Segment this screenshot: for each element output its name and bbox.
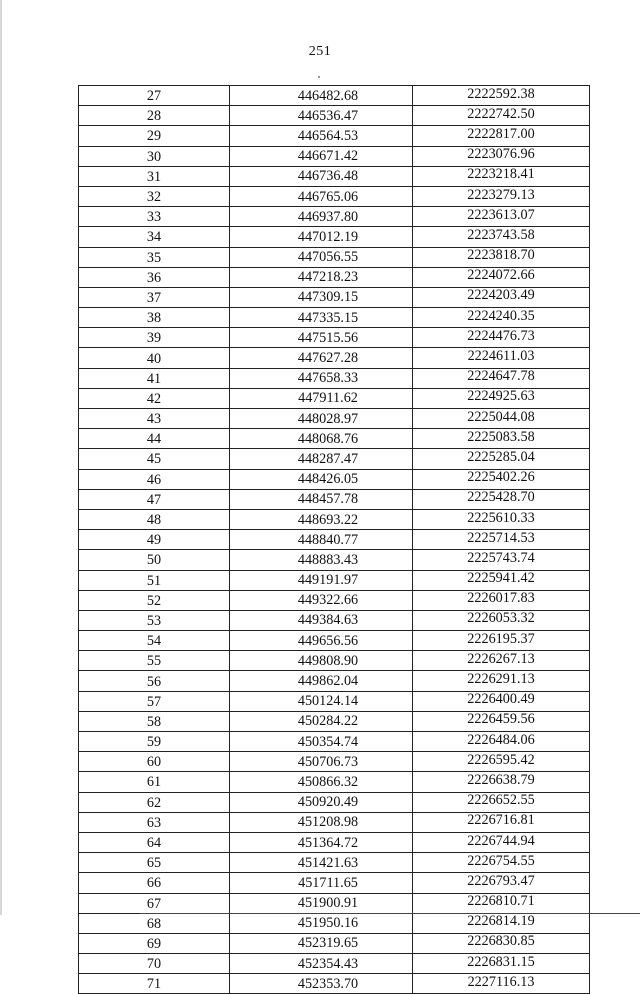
coordinate-table	[78, 85, 590, 994]
table-row	[79, 590, 590, 610]
y-coordinate-cell: 2224611.03	[413, 348, 590, 368]
y-coordinate-cell: 2226638.79	[413, 772, 590, 792]
x-coordinate-cell: 449862.04	[230, 671, 413, 691]
y-coordinate-cell: 2226744.94	[413, 832, 590, 852]
table-row	[79, 429, 590, 449]
table-row	[79, 550, 590, 570]
point-number-cell: 46	[79, 469, 230, 489]
y-coordinate-cell: 2225083.58	[413, 429, 590, 449]
point-number-cell: 64	[79, 832, 230, 852]
table-row	[79, 207, 590, 227]
point-number-cell: 60	[79, 752, 230, 772]
point-number-cell: 41	[79, 368, 230, 388]
y-coordinate-cell: 2226017.83	[413, 590, 590, 610]
x-coordinate-cell: 447515.56	[230, 328, 413, 348]
point-number-cell: 68	[79, 913, 230, 933]
y-coordinate-cell: 2226053.32	[413, 610, 590, 630]
scan-edge-bottom	[140, 913, 640, 914]
x-coordinate-cell: 451950.16	[230, 913, 413, 933]
y-coordinate-cell: 2226459.56	[413, 711, 590, 731]
point-number-cell: 35	[79, 247, 230, 267]
y-coordinate-cell: 2223218.41	[413, 166, 590, 186]
y-coordinate-cell: 2223279.13	[413, 186, 590, 206]
table-row	[79, 752, 590, 772]
point-number-cell: 61	[79, 772, 230, 792]
x-coordinate-cell: 447309.15	[230, 287, 413, 307]
y-coordinate-cell: 2226814.19	[413, 913, 590, 933]
y-coordinate-cell: 2222817.00	[413, 126, 590, 146]
y-coordinate-cell: 2226400.49	[413, 691, 590, 711]
point-number-cell: 38	[79, 308, 230, 328]
x-coordinate-cell: 450354.74	[230, 732, 413, 752]
table-row	[79, 126, 590, 146]
table-row	[79, 671, 590, 691]
point-number-cell: 31	[79, 166, 230, 186]
table-row	[79, 691, 590, 711]
x-coordinate-cell: 447056.55	[230, 247, 413, 267]
x-coordinate-cell: 448287.47	[230, 449, 413, 469]
y-coordinate-cell: 2226267.13	[413, 651, 590, 671]
coordinate-table-body	[79, 86, 590, 994]
table-row	[79, 893, 590, 913]
scan-speck	[318, 76, 320, 78]
point-number-cell: 58	[79, 711, 230, 731]
x-coordinate-cell: 446937.80	[230, 207, 413, 227]
point-number-cell: 56	[79, 671, 230, 691]
y-coordinate-cell: 2224240.35	[413, 308, 590, 328]
table-row	[79, 166, 590, 186]
x-coordinate-cell: 452319.65	[230, 933, 413, 953]
table-row	[79, 610, 590, 630]
y-coordinate-cell: 2224925.63	[413, 388, 590, 408]
x-coordinate-cell: 450706.73	[230, 752, 413, 772]
table-row	[79, 792, 590, 812]
point-number-cell: 30	[79, 146, 230, 166]
point-number-cell: 44	[79, 429, 230, 449]
x-coordinate-cell: 446765.06	[230, 186, 413, 206]
x-coordinate-cell: 448693.22	[230, 509, 413, 529]
x-coordinate-cell: 448883.43	[230, 550, 413, 570]
table-row	[79, 489, 590, 509]
x-coordinate-cell: 447218.23	[230, 267, 413, 287]
point-number-cell: 62	[79, 792, 230, 812]
page-number: 251	[308, 44, 332, 59]
point-number-cell: 27	[79, 86, 230, 106]
table-row	[79, 469, 590, 489]
point-number-cell: 63	[79, 812, 230, 832]
table-row	[79, 328, 590, 348]
x-coordinate-cell: 446564.53	[230, 126, 413, 146]
point-number-cell: 53	[79, 610, 230, 630]
x-coordinate-cell: 451711.65	[230, 873, 413, 893]
table-row	[79, 570, 590, 590]
y-coordinate-cell: 2226830.85	[413, 933, 590, 953]
point-number-cell: 57	[79, 691, 230, 711]
point-number-cell: 52	[79, 590, 230, 610]
table-row	[79, 348, 590, 368]
table-row	[79, 106, 590, 126]
y-coordinate-cell: 2226195.37	[413, 631, 590, 651]
y-coordinate-cell: 2226291.13	[413, 671, 590, 691]
y-coordinate-cell: 2226754.55	[413, 853, 590, 873]
y-coordinate-cell: 2223076.96	[413, 146, 590, 166]
y-coordinate-cell: 2225714.53	[413, 530, 590, 550]
point-number-cell: 33	[79, 207, 230, 227]
table-row	[79, 933, 590, 953]
x-coordinate-cell: 447911.62	[230, 388, 413, 408]
point-number-cell: 39	[79, 328, 230, 348]
y-coordinate-cell: 2225610.33	[413, 509, 590, 529]
y-coordinate-cell: 2226595.42	[413, 752, 590, 772]
y-coordinate-cell: 2226484.06	[413, 732, 590, 752]
point-number-cell: 40	[79, 348, 230, 368]
point-number-cell: 42	[79, 388, 230, 408]
x-coordinate-cell: 449384.63	[230, 610, 413, 630]
x-coordinate-cell: 451900.91	[230, 893, 413, 913]
point-number-cell: 65	[79, 853, 230, 873]
y-coordinate-cell: 2223818.70	[413, 247, 590, 267]
x-coordinate-cell: 446736.48	[230, 166, 413, 186]
y-coordinate-cell: 2222592.38	[413, 86, 590, 106]
y-coordinate-cell: 2225044.08	[413, 409, 590, 429]
point-number-cell: 69	[79, 933, 230, 953]
x-coordinate-cell: 452354.43	[230, 954, 413, 974]
x-coordinate-cell: 448840.77	[230, 530, 413, 550]
table-row	[79, 873, 590, 893]
point-number-cell: 54	[79, 631, 230, 651]
table-row	[79, 409, 590, 429]
table-row	[79, 368, 590, 388]
point-number-cell: 37	[79, 287, 230, 307]
x-coordinate-cell: 449322.66	[230, 590, 413, 610]
table-row	[79, 631, 590, 651]
point-number-cell: 66	[79, 873, 230, 893]
x-coordinate-cell: 451421.63	[230, 853, 413, 873]
x-coordinate-cell: 451208.98	[230, 812, 413, 832]
table-row	[79, 247, 590, 267]
point-number-cell: 29	[79, 126, 230, 146]
x-coordinate-cell: 449808.90	[230, 651, 413, 671]
point-number-cell: 47	[79, 489, 230, 509]
point-number-cell: 70	[79, 954, 230, 974]
table-row	[79, 86, 590, 106]
y-coordinate-cell: 2225402.26	[413, 469, 590, 489]
table-row	[79, 954, 590, 974]
y-coordinate-cell: 2226652.55	[413, 792, 590, 812]
point-number-cell: 36	[79, 267, 230, 287]
x-coordinate-cell: 452353.70	[230, 974, 413, 994]
table-row	[79, 308, 590, 328]
table-row	[79, 913, 590, 933]
y-coordinate-cell: 2223613.07	[413, 207, 590, 227]
table-row	[79, 853, 590, 873]
table-row	[79, 812, 590, 832]
x-coordinate-cell: 450124.14	[230, 691, 413, 711]
table-row	[79, 651, 590, 671]
x-coordinate-cell: 451364.72	[230, 832, 413, 852]
table-row	[79, 974, 590, 994]
point-number-cell: 49	[79, 530, 230, 550]
table-row	[79, 832, 590, 852]
y-coordinate-cell: 2225743.74	[413, 550, 590, 570]
scan-edge-left	[0, 0, 2, 915]
y-coordinate-cell: 2226716.81	[413, 812, 590, 832]
x-coordinate-cell: 449656.56	[230, 631, 413, 651]
table-row	[79, 186, 590, 206]
table-row	[79, 267, 590, 287]
x-coordinate-cell: 448457.78	[230, 489, 413, 509]
point-number-cell: 51	[79, 570, 230, 590]
point-number-cell: 43	[79, 409, 230, 429]
y-coordinate-cell: 2224647.78	[413, 368, 590, 388]
y-coordinate-cell: 2226793.47	[413, 873, 590, 893]
y-coordinate-cell: 2226810.71	[413, 893, 590, 913]
x-coordinate-cell: 447012.19	[230, 227, 413, 247]
table-row	[79, 227, 590, 247]
table-row	[79, 509, 590, 529]
point-number-cell: 48	[79, 509, 230, 529]
x-coordinate-cell: 446536.47	[230, 106, 413, 126]
y-coordinate-cell: 2225285.04	[413, 449, 590, 469]
table-row	[79, 146, 590, 166]
point-number-cell: 67	[79, 893, 230, 913]
y-coordinate-cell: 2225428.70	[413, 489, 590, 509]
point-number-cell: 28	[79, 106, 230, 126]
point-number-cell: 71	[79, 974, 230, 994]
y-coordinate-cell: 2224203.49	[413, 287, 590, 307]
point-number-cell: 32	[79, 186, 230, 206]
table-row	[79, 732, 590, 752]
x-coordinate-cell: 450284.22	[230, 711, 413, 731]
table-row	[79, 772, 590, 792]
y-coordinate-cell: 2224072.66	[413, 267, 590, 287]
point-number-cell: 59	[79, 732, 230, 752]
table-row	[79, 287, 590, 307]
y-coordinate-cell: 2222742.50	[413, 106, 590, 126]
y-coordinate-cell: 2226831.15	[413, 954, 590, 974]
x-coordinate-cell: 447335.15	[230, 308, 413, 328]
x-coordinate-cell: 446671.42	[230, 146, 413, 166]
x-coordinate-cell: 448426.05	[230, 469, 413, 489]
x-coordinate-cell: 450920.49	[230, 792, 413, 812]
x-coordinate-cell: 447658.33	[230, 368, 413, 388]
x-coordinate-cell: 447627.28	[230, 348, 413, 368]
x-coordinate-cell: 446482.68	[230, 86, 413, 106]
point-number-cell: 50	[79, 550, 230, 570]
y-coordinate-cell: 2224476.73	[413, 328, 590, 348]
x-coordinate-cell: 448068.76	[230, 429, 413, 449]
x-coordinate-cell: 448028.97	[230, 409, 413, 429]
y-coordinate-cell: 2225941.42	[413, 570, 590, 590]
table-row	[79, 388, 590, 408]
x-coordinate-cell: 449191.97	[230, 570, 413, 590]
point-number-cell: 55	[79, 651, 230, 671]
point-number-cell: 45	[79, 449, 230, 469]
table-row	[79, 711, 590, 731]
y-coordinate-cell: 2227116.13	[413, 974, 590, 994]
table-row	[79, 530, 590, 550]
y-coordinate-cell: 2223743.58	[413, 227, 590, 247]
table-row	[79, 449, 590, 469]
point-number-cell: 34	[79, 227, 230, 247]
x-coordinate-cell: 450866.32	[230, 772, 413, 792]
